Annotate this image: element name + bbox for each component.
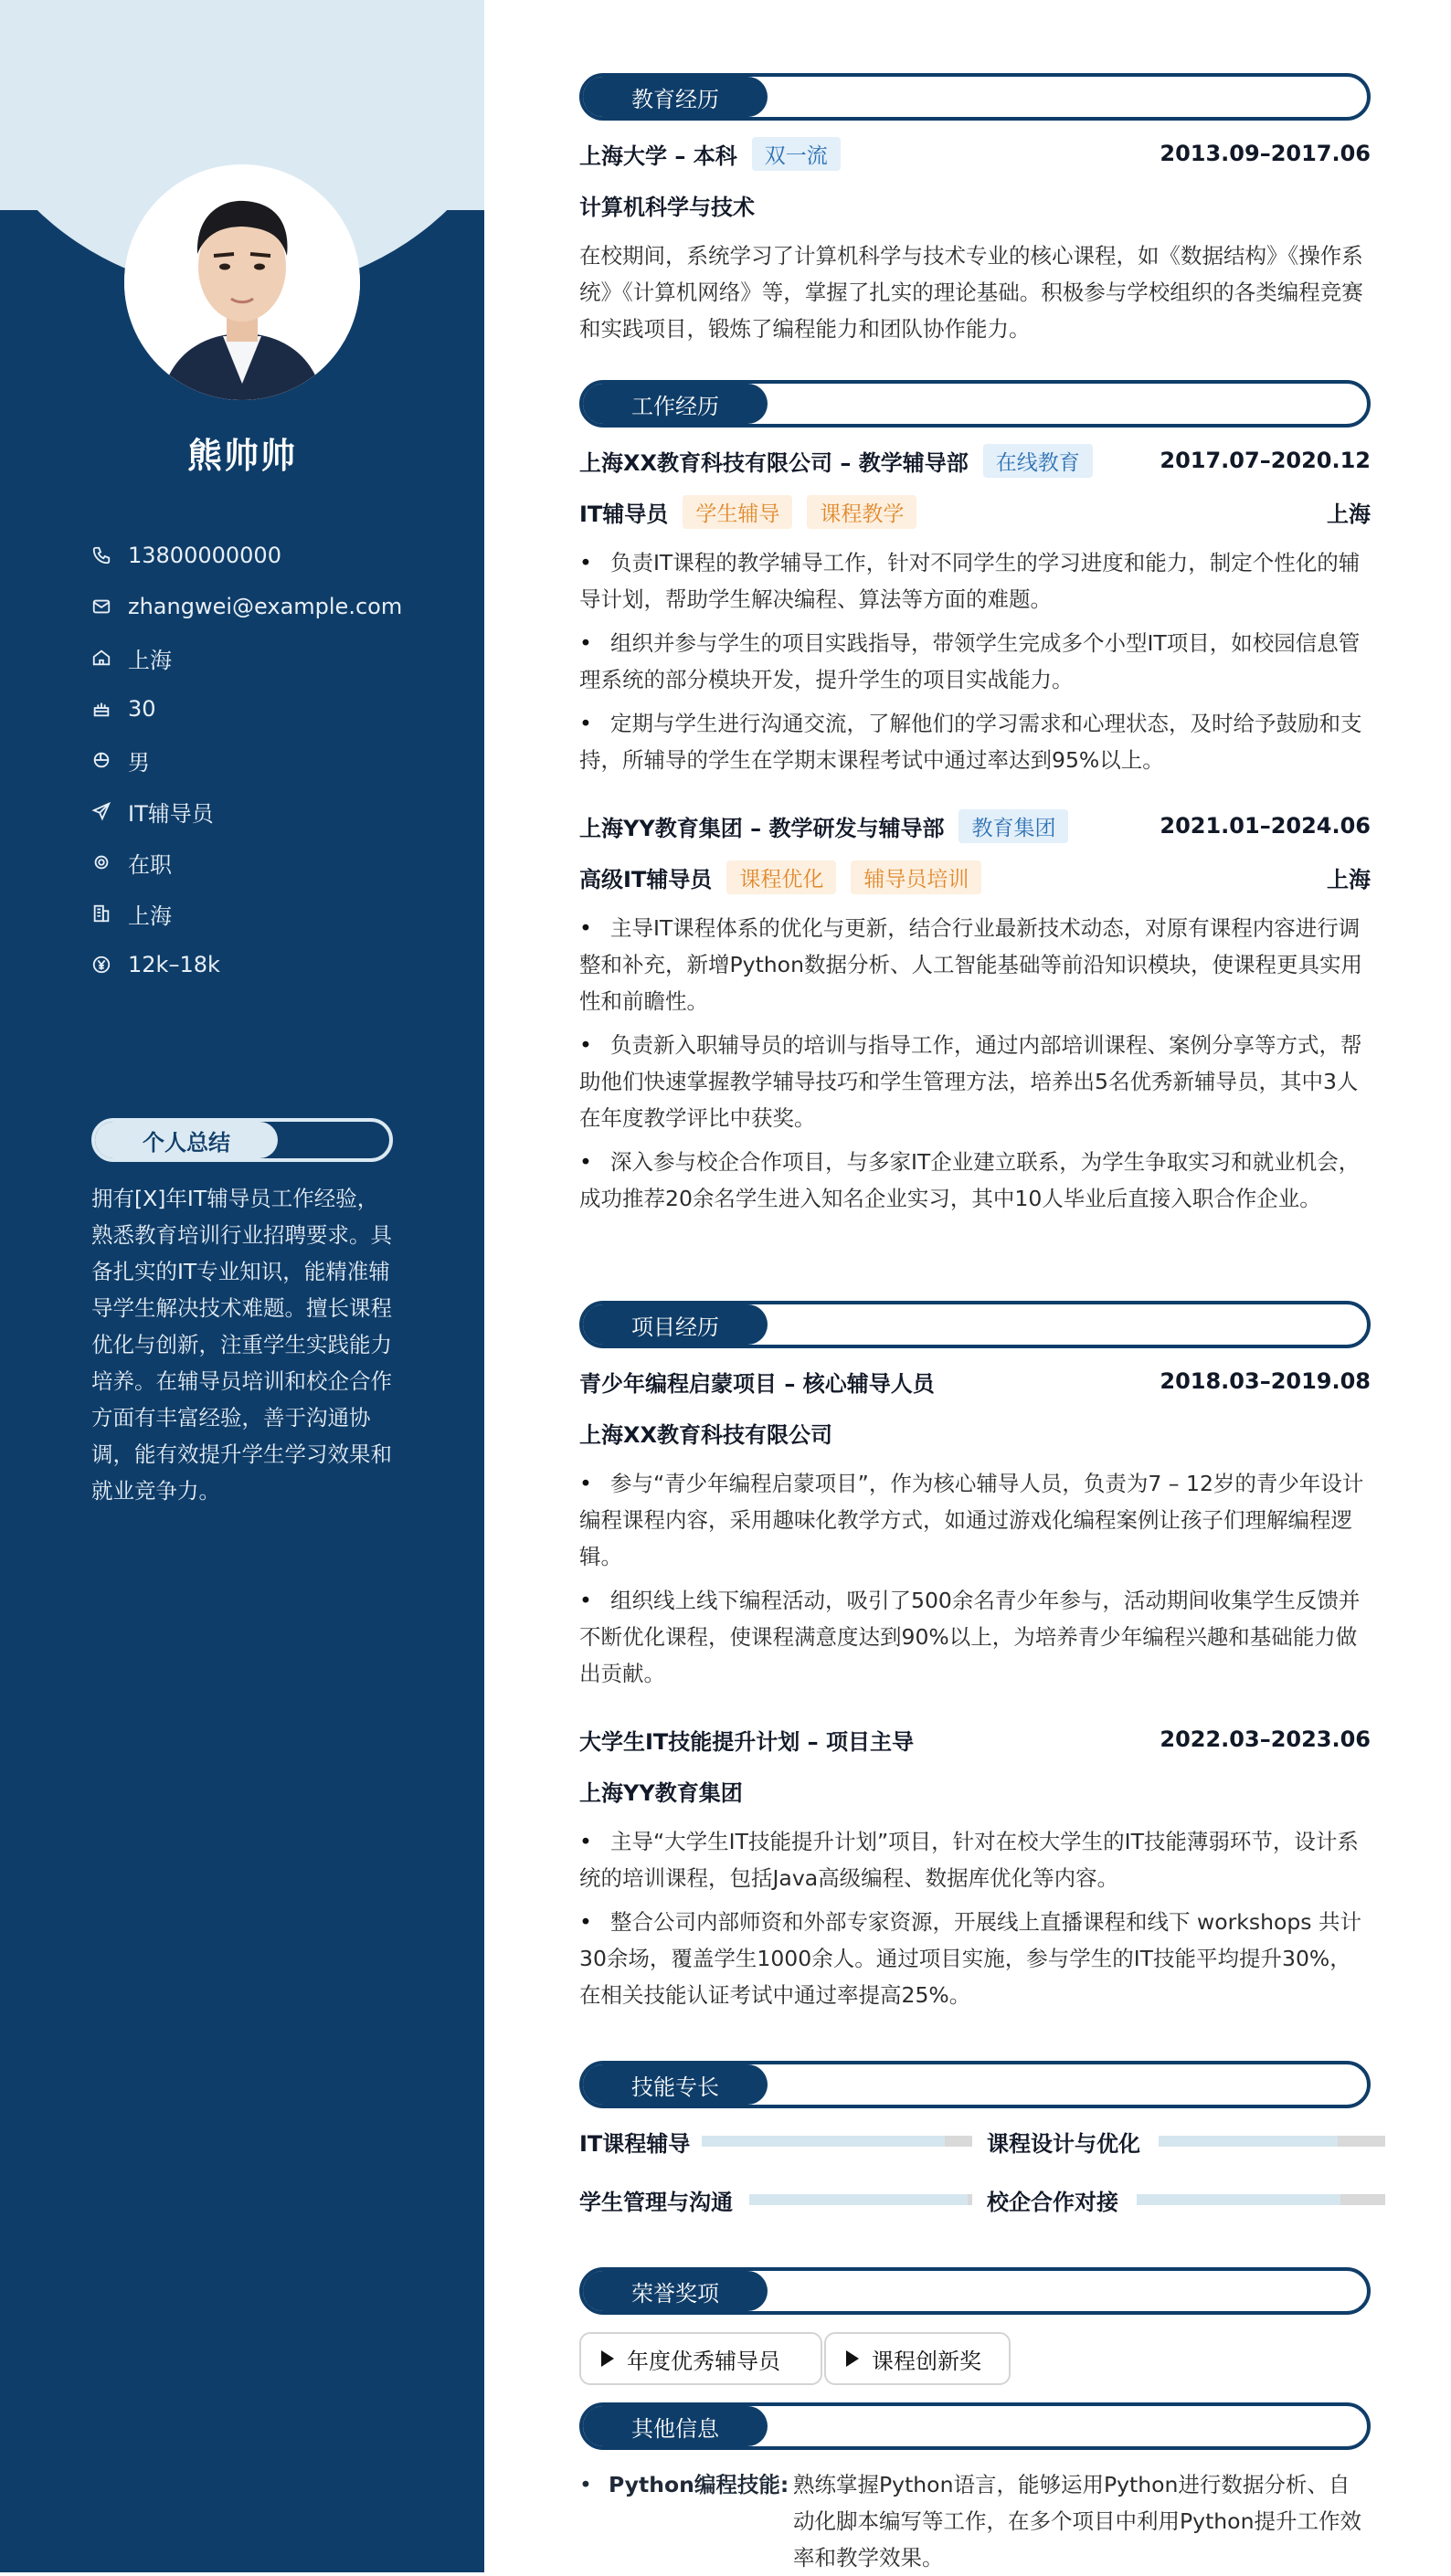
other-heading: [579, 2402, 1371, 2450]
skill-name: 课程设计与优化: [987, 2130, 1140, 2157]
position-text: IT辅导员: [128, 800, 214, 827]
education-heading-label: 教育经历: [583, 77, 768, 117]
location-text: 上海: [128, 647, 172, 673]
education-row: [579, 135, 1371, 172]
skill-name: 学生管理与沟通: [579, 2189, 733, 2215]
honor-badge: [579, 2332, 822, 2385]
work-heading: [579, 380, 1371, 428]
education-major-row: [579, 186, 1371, 223]
education-school: 上海大学 – 本科: [579, 143, 737, 169]
job-1-bullet: • 负责IT课程的教学辅导工作，针对不同学生的学习进度和能力，制定个性化的辅导计划，帮助学生解决编程、算法等方面的难题。: [579, 544, 1371, 618]
skill-bar-fill: [749, 2194, 968, 2205]
project-2-org-row: [579, 1772, 1371, 1809]
job-2-role-row: [579, 859, 1371, 895]
job-1-role: IT辅导员: [579, 501, 669, 527]
yuan-icon: [91, 955, 128, 975]
job-1-city: 上海: [1327, 501, 1371, 527]
job-1-header: [579, 442, 1371, 479]
project-2-title: 大学生IT技能提升计划 – 项目主导: [579, 1728, 915, 1755]
home-icon: [91, 648, 128, 668]
contact-list: [91, 530, 402, 990]
job-1-skill-tag: 课程教学: [807, 495, 916, 529]
gender-icon: [91, 750, 128, 770]
bullet-dot: •: [579, 2472, 592, 2497]
project-1-bullet: • 组织线上线下编程活动，吸引了500余名青少年参与，活动期间收集学生反馈并不断优化课程，使课程满意度达到90%以上，为培养青少年编程兴趣和基础能力做出贡献。: [579, 1582, 1371, 1692]
skill-bar: [749, 2194, 972, 2205]
status-text: 在职: [128, 851, 172, 878]
job-1-date: 2017.07–2020.12: [1160, 448, 1371, 473]
contact-status: [91, 837, 402, 888]
age-text: 30: [128, 696, 156, 722]
skill-name: 校企合作对接: [987, 2189, 1118, 2215]
education-major: 计算机科学与技术: [579, 194, 755, 220]
honor-badge: [824, 2332, 1011, 2385]
job-1-bullet: • 定期与学生进行沟通交流，了解他们的学习需求和心理状态，及时给予鼓励和支持，所辅导的学生在学期末课程考试中通过率达到95%以上。: [579, 705, 1371, 778]
skills-heading-label: 技能专长: [583, 2064, 768, 2105]
email-text: zhangwei@example.com: [128, 594, 403, 619]
honors-heading: [579, 2267, 1371, 2315]
job-1-company: 上海XX教育科技有限公司 – 教学辅导部: [579, 449, 969, 476]
contact-phone: [91, 530, 402, 581]
project-2-bullet: • 整合公司内部师资和外部专家资源，开展线上直播课程和线下 workshops 共计30余场，覆盖学生1000余人。通过项目实施，参与学生的IT技能平均提升30%，在相关技能认证考试中通过率提高25%。: [579, 1904, 1371, 2013]
project-1-date: 2018.03–2019.08: [1160, 1368, 1371, 1394]
summary-text: 拥有[X]年IT辅导员工作经验，熟悉教育培训行业招聘要求。具备扎实的IT专业知识，能精准辅导学生解决技术难题。擅长课程优化与创新，注重学生实践能力培养。在辅导员培训和校企合作方面有丰富经验，善于沟通协调，能有效提升学生学习效果和就业竞争力。: [91, 1186, 392, 1504]
job-2-city: 上海: [1327, 866, 1371, 892]
skill-bar: [1159, 2136, 1385, 2147]
play-icon: [601, 2350, 614, 2367]
skill-bar-fill: [702, 2136, 945, 2147]
project-2-date: 2022.03–2023.06: [1160, 1726, 1371, 1752]
other-info-label: Python编程技能:: [609, 2472, 789, 2497]
job-2-company: 上海YY教育集团 – 教学研发与辅导部: [579, 815, 945, 841]
mail-icon: [91, 596, 128, 617]
job-2-role: 高级IT辅导员: [579, 866, 713, 892]
phone-text: 13800000000: [128, 543, 281, 568]
job-2-skill-tag: 课程优化: [726, 860, 836, 894]
project-2-header: [579, 1721, 1371, 1758]
summary-heading-label: 个人总结: [95, 1122, 278, 1158]
skill-bar-fill: [1159, 2136, 1338, 2147]
honor-label: 年度优秀辅导员: [627, 2348, 780, 2374]
avatar: [124, 164, 360, 400]
other-heading-label: 其他信息: [583, 2406, 768, 2446]
phone-icon: [91, 545, 128, 565]
contact-gender: [91, 734, 402, 786]
skill-bar: [1137, 2194, 1385, 2205]
status-icon: [91, 852, 128, 872]
education-heading: [579, 73, 1371, 121]
education-tag: 双一流: [752, 137, 841, 171]
gender-text: 男: [128, 749, 150, 776]
project-1-header: [579, 1363, 1371, 1399]
building-icon: [91, 903, 128, 924]
cake-icon: [91, 699, 128, 719]
job-1-bullet: • 组织并参与学生的项目实践指导，带领学生完成多个小型IT项目，如校园信息管理系统的部分模块开发，提升学生的项目实战能力。: [579, 625, 1371, 698]
contact-target-city: [91, 888, 402, 939]
project-2-bullet: • 主导“大学生IT技能提升计划”项目，针对在校大学生的IT技能薄弱环节，设计系统的培训课程，包括Java高级编程、数据库优化等内容。: [579, 1823, 1371, 1896]
project-1-org: 上海XX教育科技有限公司: [579, 1421, 833, 1448]
job-2-bullet: • 负责新入职辅导员的培训与指导工作，通过内部培训课程、案例分享等方式，帮助他们快速掌握教学辅导技巧和学生管理方法，培养出5名优秀新辅导员，其中3人在年度教学评比中获奖。: [579, 1027, 1371, 1136]
skill-bar-fill: [1137, 2194, 1340, 2205]
target-city-text: 上海: [128, 903, 172, 929]
projects-heading-label: 项目经历: [583, 1304, 768, 1345]
candidate-name: 熊帅帅: [186, 436, 297, 476]
sidebar: [0, 0, 484, 2572]
job-2-date: 2021.01–2024.06: [1160, 813, 1371, 839]
job-1-industry-tag: 在线教育: [983, 444, 1093, 478]
contact-age: [91, 683, 402, 734]
honor-label: 课程创新奖: [872, 2348, 981, 2374]
contact-email: [91, 581, 402, 632]
project-1-title: 青少年编程启蒙项目 – 核心辅导人员: [579, 1370, 935, 1397]
honors-heading-label: 荣誉奖项: [583, 2271, 768, 2311]
send-icon: [91, 801, 128, 821]
skills-heading: [579, 2061, 1371, 2108]
job-1-role-row: [579, 493, 1371, 530]
project-1-bullet: • 参与“青少年编程启蒙项目”，作为核心辅导人员，负责为7 – 12岁的青少年设计编程课程内容，采用趣味化教学方式，如通过游戏化编程案例让孩子们理解编程逻辑。: [579, 1465, 1371, 1575]
projects-heading: [579, 1301, 1371, 1348]
play-icon: [846, 2350, 859, 2367]
job-1-skill-tag: 学生辅导: [683, 495, 792, 529]
salary-text: 12k–18k: [128, 952, 220, 977]
summary-heading: [91, 1118, 393, 1162]
project-1-org-row: [579, 1414, 1371, 1451]
contact-location: [91, 632, 402, 683]
skill-bar: [702, 2136, 972, 2147]
job-2-industry-tag: 教育集团: [959, 809, 1068, 843]
job-2-skill-tag: 辅导员培训: [851, 860, 981, 894]
education-date: 2013.09–2017.06: [1160, 141, 1371, 166]
job-2-bullet: • 主导IT课程体系的优化与更新，结合行业最新技术动态，对原有课程内容进行调整和补充，新增Python数据分析、人工智能基础等前沿知识模块，使课程更具实用性和前瞻性。: [579, 910, 1371, 1019]
other-info-value: 熟练掌握Python语言，能够运用Python进行数据分析、自动化脚本编写等工作，在多个项目中利用Python提升工作效率和教学效果。: [793, 2472, 1361, 2571]
education-desc: 在校期间，系统学习了计算机科学与技术专业的核心课程，如《数据结构》《操作系统》《计算机网络》等，掌握了扎实的理论基础。积极参与学校组织的各类编程竞赛和实践项目，锻炼了编程能力和团队协作能力。: [579, 243, 1363, 342]
contact-salary: [91, 939, 402, 990]
avatar-portrait: [124, 164, 360, 400]
project-2-org: 上海YY教育集团: [579, 1779, 743, 1806]
job-2-header: [579, 808, 1371, 844]
job-2-bullet: • 深入参与校企合作项目，与多家IT企业建立联系，为学生争取实习和就业机会，成功推荐20余名学生进入知名企业实习，其中10人毕业后直接入职合作企业。: [579, 1144, 1371, 1217]
work-heading-label: 工作经历: [583, 384, 768, 424]
skill-name: IT课程辅导: [579, 2130, 691, 2157]
contact-position: [91, 786, 402, 837]
